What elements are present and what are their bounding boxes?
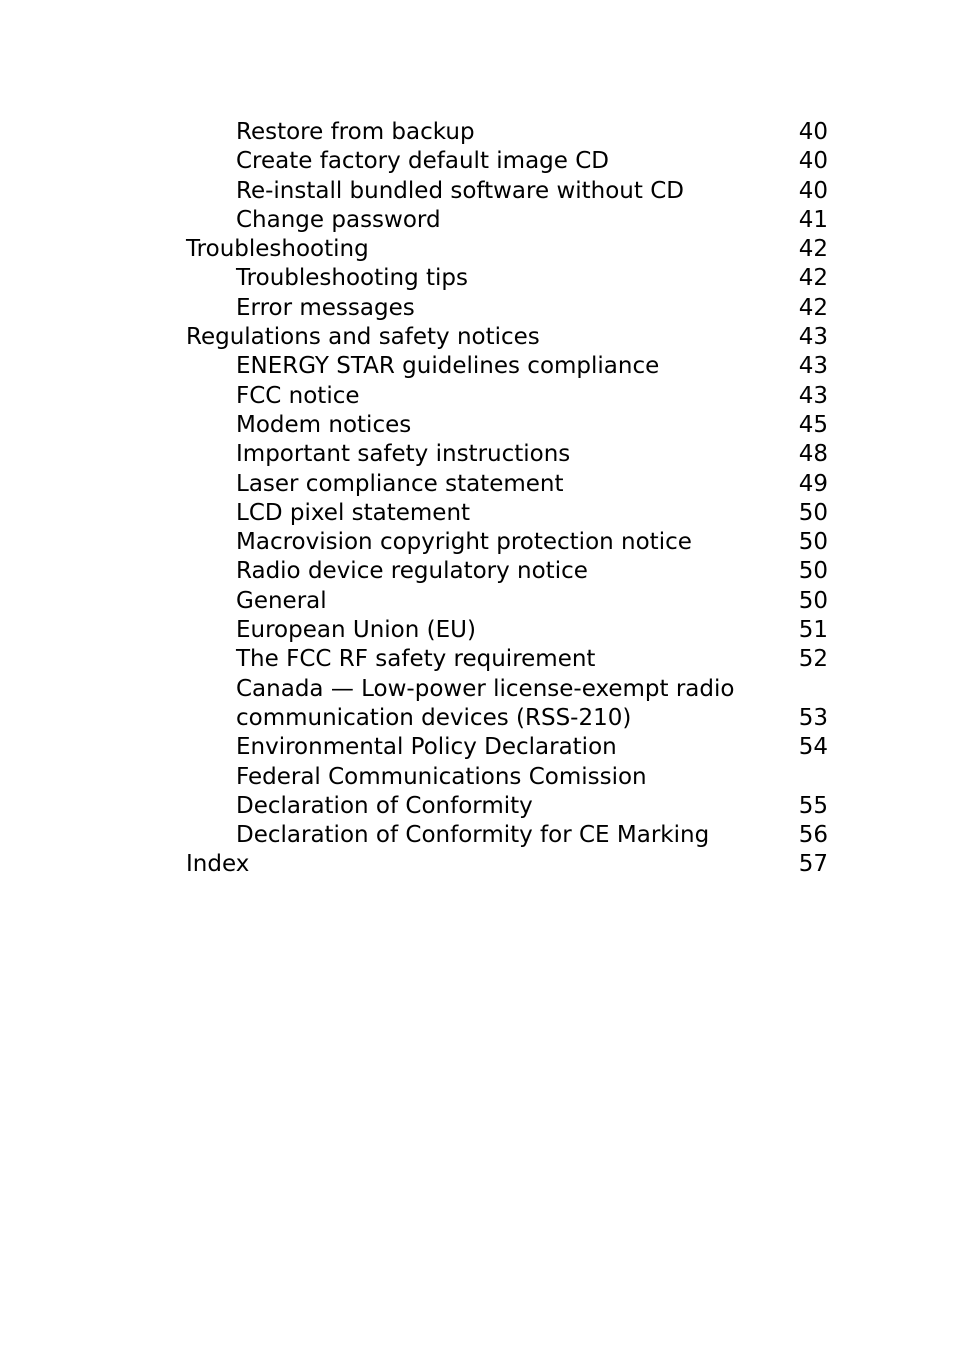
toc-entry-title: Error messages (236, 294, 415, 321)
toc-entry-page: 50 (798, 499, 828, 526)
toc-entry-title: Radio device regulatory notice (236, 558, 588, 585)
toc-entry[interactable] (0, 118, 954, 147)
toc-entry-page: 43 (798, 382, 828, 409)
toc-entry[interactable] (0, 352, 954, 381)
toc-entry-title: FCC notice (236, 382, 360, 409)
toc-entry-title: Environmental Policy Declaration (236, 734, 617, 761)
toc-entry[interactable] (0, 411, 954, 440)
toc-entry[interactable] (0, 499, 954, 528)
toc-entry-page: 50 (798, 558, 828, 585)
toc-entry[interactable] (0, 470, 954, 499)
toc-entry[interactable] (0, 821, 954, 850)
toc-entry[interactable] (0, 587, 954, 616)
toc-entry[interactable] (0, 264, 954, 293)
toc-entry-page: 42 (798, 265, 828, 292)
toc-entry[interactable] (0, 645, 954, 674)
toc-entry-page: 55 (798, 792, 828, 819)
toc-entry-continued[interactable] (0, 675, 954, 704)
toc-entry-page: 49 (798, 470, 828, 497)
toc-entry-title: ENERGY STAR guidelines compliance (236, 353, 660, 380)
toc-entry-page: 45 (798, 411, 828, 438)
toc-entry-title: Create factory default image CD (236, 148, 609, 175)
toc-entry-title: Canada — Low-power license-exempt radio (236, 675, 735, 702)
toc-entry-continued[interactable] (0, 763, 954, 792)
toc-entry[interactable] (0, 557, 954, 586)
toc-entry-title: LCD pixel statement (236, 499, 471, 526)
toc-section[interactable] (0, 235, 954, 264)
toc-entry-page: 50 (798, 587, 828, 614)
toc-entry-page: 54 (798, 734, 828, 761)
toc-section[interactable] (0, 323, 954, 352)
toc-entry-page: 56 (798, 822, 828, 849)
toc-entry-title: Important safety instructions (236, 441, 571, 468)
toc-entry[interactable] (0, 440, 954, 469)
toc-entry-title: Declaration of Conformity (236, 792, 533, 819)
toc-entry[interactable] (0, 294, 954, 323)
toc-entry[interactable] (0, 704, 954, 733)
table-of-contents (0, 118, 954, 880)
toc-entry-title: Restore from backup (236, 119, 475, 145)
toc-entry-page: 50 (798, 529, 828, 556)
toc-entry[interactable] (0, 147, 954, 176)
toc-entry[interactable] (0, 206, 954, 235)
toc-entry-title: The FCC RF safety requirement (236, 646, 596, 673)
toc-section-page: 42 (798, 236, 828, 263)
toc-entry-page: 40 (798, 177, 828, 204)
toc-entry-title: Federal Communications Comission (236, 763, 647, 790)
toc-entry[interactable] (0, 177, 954, 206)
toc-entry-title: Modem notices (236, 411, 412, 438)
toc-entry-page: 48 (798, 441, 828, 468)
toc-entry-page: 53 (798, 704, 828, 731)
toc-entry-page: 42 (798, 294, 828, 321)
toc-entry[interactable] (0, 382, 954, 411)
toc-entry-title: Laser compliance statement (236, 470, 564, 497)
toc-entry-page: 52 (798, 646, 828, 673)
toc-section[interactable] (0, 850, 954, 879)
toc-entry-title: Re-install bundled software without CD (236, 177, 684, 204)
toc-entry-page: 41 (798, 206, 828, 233)
toc-entry-page: 43 (798, 353, 828, 380)
toc-entry-title: communication devices (RSS-210) (236, 704, 632, 731)
toc-entry-title: General (236, 587, 327, 614)
toc-entry-title: European Union (EU) (236, 617, 476, 644)
toc-entry-title: Macrovision copyright protection notice (236, 529, 692, 556)
toc-entry-title: Troubleshooting tips (236, 265, 468, 292)
toc-entry-page: 51 (798, 617, 828, 644)
toc-entry[interactable] (0, 733, 954, 762)
toc-entry-page: 40 (798, 119, 828, 145)
toc-section-page: 43 (798, 324, 828, 351)
toc-entry[interactable] (0, 616, 954, 645)
toc-section-title: Troubleshooting (186, 236, 369, 263)
toc-section-page: 57 (798, 851, 828, 878)
toc-entry[interactable] (0, 792, 954, 821)
toc-entry-title: Change password (236, 206, 441, 233)
toc-section-title: Regulations and safety notices (186, 324, 540, 351)
toc-entry-page: 40 (798, 148, 828, 175)
toc-section-title: Index (186, 851, 250, 878)
toc-entry[interactable] (0, 528, 954, 557)
toc-entry-title: Declaration of Conformity for CE Marking (236, 822, 710, 849)
